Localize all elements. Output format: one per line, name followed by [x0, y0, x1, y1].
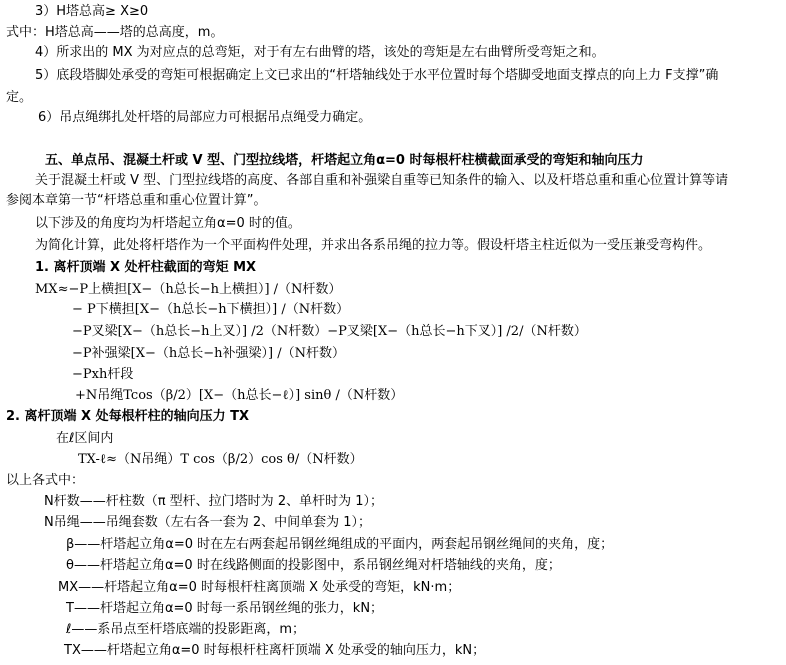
- line-5: 定。: [6, 90, 33, 105]
- def-l: ℓ——系吊点至杆塔底端的投影距离，m；: [66, 622, 306, 637]
- def-theta: θ——杆塔起立角α=0 时在线路侧面的投影图中，系吊钢丝绳对杆塔轴线的夹角，度；: [66, 558, 561, 573]
- def-beta: β——杆塔起立角α=0 时在左右两套起吊钢丝绳组成的平面内，两套起吊钢丝绳间的夹角，度；: [66, 537, 614, 552]
- def-mx: MX——杆塔起立角α=0 时每根杆柱离顶端 X 处承受的弯矩，kN·m；: [58, 580, 461, 595]
- line-8: 参阅本章第一节“杆塔总重和重心位置计算”。: [6, 193, 267, 208]
- line-4: 5）底段塔脚处承受的弯矩可根据确定上文已求出的“杆塔轴线处于水平位置时每个塔脚受地面支撑点的向上力 F支撑”确: [35, 68, 719, 83]
- def-n-poles: N杆数——杆柱数（π 型杆、拉门塔时为 2、单杆时为 1）；: [44, 494, 383, 509]
- line-1: 3）H塔总高≥ X≥0: [35, 4, 149, 19]
- line-9: 以下涉及的角度均为杆塔起立角α=0 时的值。: [35, 216, 301, 231]
- def-t: T——杆塔起立角α=0 时每一系吊钢丝绳的张力，kN；: [66, 601, 384, 616]
- formula-mx-3: −P叉梁[X−（h总长−h上叉）] /2（N杆数）−P叉梁[X−（h总长−h下叉）] /2/（N杆数）: [72, 324, 587, 339]
- subheading-moment: 1. 离杆顶端 X 处杆柱截面的弯矩 MX: [35, 260, 257, 275]
- section-heading: 五、单点吊、混凝土杆或 V 型、门型拉线塔，杆塔起立角α=0 时每根杆柱横截面承受的弯矩和轴向压力: [45, 153, 644, 168]
- line-interval: 在ℓ区间内: [56, 431, 114, 446]
- line-where: 以上各式中：: [6, 473, 85, 488]
- subheading-axial: 2. 离杆顶端 X 处每根杆柱的轴向压力 TX: [6, 409, 250, 424]
- formula-mx-6: +N吊绳Tcos（β/2）[X−（h总长−ℓ）] sinθ /（N杆数）: [75, 388, 404, 403]
- formula-tx: TX-ℓ≈（N吊绳）T cos（β/2）cos θ/（N杆数）: [78, 452, 363, 467]
- formula-mx-1: MX≈−P上横担[X−（h总长−h上横担）] /（N杆数）: [35, 282, 342, 297]
- line-2: 式中：H塔总高——塔的总高度，m。: [6, 25, 224, 40]
- line-6: 6）吊点绳绑扎处杆塔的局部应力可根据吊点绳受力确定。: [38, 110, 372, 125]
- line-10: 为简化计算，此处将杆塔作为一个平面构件处理，并求出各系吊绳的拉力等。假设杆塔主柱近似为一受压兼受弯构件。: [35, 238, 712, 253]
- def-tx: TX——杆塔起立角α=0 时每根杆柱离杆顶端 X 处承受的轴向压力，kN；: [64, 643, 486, 658]
- def-n-ropes: N吊绳——吊绳套数（左右各一套为 2、中间单套为 1）；: [44, 515, 372, 530]
- formula-mx-2: − P下横担[X−（h总长−h下横担）] /（N杆数）: [72, 302, 350, 317]
- line-7: 关于混凝土杆或 V 型、门型拉线塔的高度、各部自重和补强梁自重等已知条件的输入、以及杆塔总重和重心位置计算等请: [35, 173, 729, 188]
- formula-mx-5: −Pxh杆段: [72, 367, 134, 382]
- line-3: 4）所求出的 MX 为对应点的总弯矩，对于有左右曲臂的塔，该处的弯矩是左右曲臂所受弯矩之和。: [35, 45, 605, 60]
- formula-mx-4: −P补强梁[X−（h总长−h补强梁）] /（N杆数）: [72, 346, 345, 361]
